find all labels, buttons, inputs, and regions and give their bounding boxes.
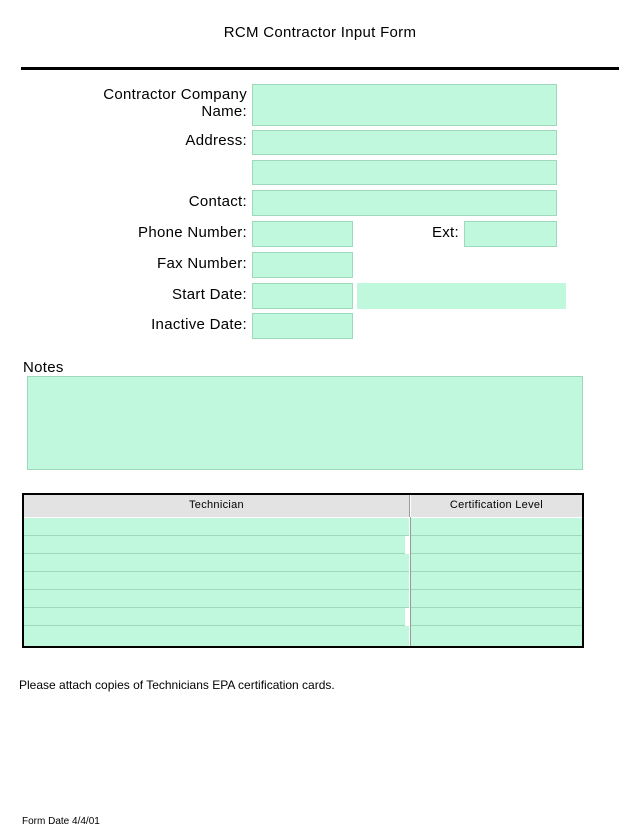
ext-label: Ext:	[431, 224, 459, 241]
phone-field[interactable]	[252, 221, 353, 247]
form-title: RCM Contractor Input Form	[223, 24, 417, 41]
notes-label: Notes	[23, 359, 64, 376]
technician-column-header: Technician	[24, 495, 410, 517]
certification-cell[interactable]	[411, 572, 582, 590]
start-date-field[interactable]	[252, 283, 353, 309]
technician-cell[interactable]	[24, 554, 409, 572]
title-divider	[21, 67, 619, 70]
technician-cell[interactable]	[24, 536, 405, 554]
fax-label: Fax Number:	[157, 255, 247, 272]
fax-field[interactable]	[252, 252, 353, 278]
company-name-field[interactable]	[252, 84, 557, 126]
technician-cell[interactable]	[24, 590, 409, 608]
company-name-label-line2: Name:	[201, 103, 247, 120]
address-label: Address:	[185, 132, 247, 149]
notes-textarea[interactable]	[27, 376, 583, 470]
certification-cell[interactable]	[411, 518, 582, 536]
column-divider	[410, 517, 411, 646]
certification-cell[interactable]	[411, 590, 582, 608]
company-name-label	[60, 86, 247, 120]
inactive-date-field[interactable]	[252, 313, 353, 339]
start-date-label: Start Date:	[172, 286, 247, 303]
certification-cell[interactable]	[411, 608, 582, 626]
company-name-label-line1: Contractor Company	[103, 86, 247, 103]
contact-label: Contact:	[188, 193, 247, 210]
contact-field[interactable]	[252, 190, 557, 216]
certification-cell[interactable]	[411, 626, 582, 646]
phone-label: Phone Number:	[138, 224, 247, 241]
certification-column-header: Certification Level	[411, 495, 582, 517]
technician-cell[interactable]	[24, 518, 409, 536]
technician-table	[22, 493, 584, 648]
technician-cell[interactable]	[24, 626, 409, 646]
technician-cell[interactable]	[24, 608, 405, 626]
certification-cell[interactable]	[411, 554, 582, 572]
ext-field[interactable]	[464, 221, 557, 247]
certification-cell[interactable]	[411, 536, 582, 554]
start-date-extra-field[interactable]	[357, 283, 566, 309]
address-line1-field[interactable]	[252, 130, 557, 155]
form-date: Form Date 4/4/01	[22, 816, 100, 827]
attach-note: Please attach copies of Technicians EPA certification cards.	[19, 678, 335, 692]
technician-cell[interactable]	[24, 572, 409, 590]
inactive-date-label: Inactive Date:	[151, 316, 247, 333]
address-line2-field[interactable]	[252, 160, 557, 185]
